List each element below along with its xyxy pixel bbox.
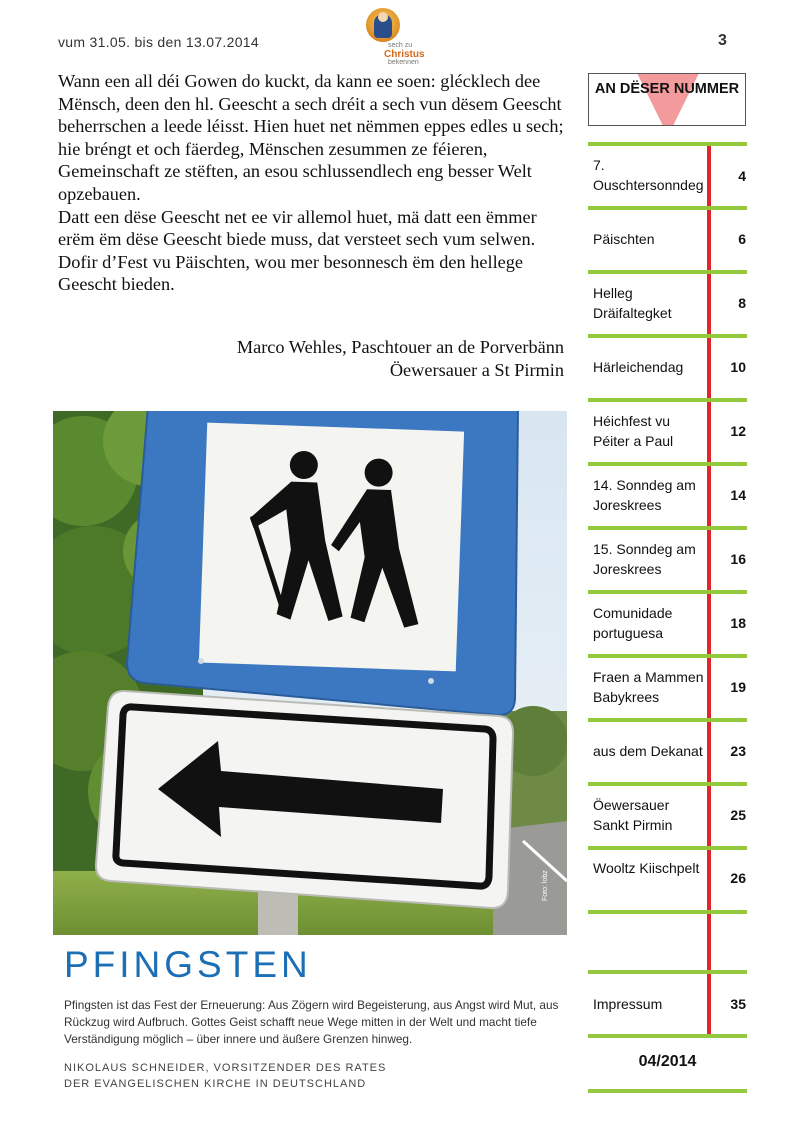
toc-item-label[interactable]: Härleichendag <box>593 359 684 375</box>
toc-item-page[interactable]: 14 <box>730 487 746 503</box>
logo-text-line1: sech zu <box>388 42 413 49</box>
toc-divider <box>588 206 747 210</box>
toc-item-label[interactable]: Wooltz Kiischpelt <box>593 860 700 876</box>
logo-text-line3: bekennen <box>388 59 419 66</box>
toc-divider <box>588 846 747 850</box>
signature-line: Öewersauer a St Pirmin <box>389 359 564 380</box>
toc-item-label[interactable]: 14. Sonndeg am Joreskrees <box>593 477 696 513</box>
toc-item-label[interactable]: Päischten <box>593 231 655 247</box>
hiking-sign-photo <box>53 411 567 935</box>
toc-item-page[interactable]: 8 <box>738 295 746 311</box>
toc-divider <box>588 526 747 530</box>
toc-divider <box>588 718 747 722</box>
toc-item-label[interactable]: Helleg Dräifaltegket <box>593 285 672 321</box>
toc-divider <box>588 590 747 594</box>
toc-divider <box>588 462 747 466</box>
photo-credit: Foto: lobz <box>542 870 549 901</box>
toc-item-label[interactable]: Impressum <box>593 996 663 1012</box>
header-date-range: vum 31.05. bis den 13.07.2014 <box>58 34 259 50</box>
toc-item-label[interactable]: 7. Ouschtersonndeg <box>593 157 704 193</box>
toc-item-label[interactable]: 15. Sonndeg am Joreskrees <box>593 541 696 577</box>
pfingsten-author-line: DER EVANGELISCHEN KIRCHE IN DEUTSCHLAND <box>64 1078 367 1090</box>
toc-header <box>588 73 746 126</box>
toc-item-page[interactable]: 19 <box>730 679 746 695</box>
toc-item-label[interactable]: Comunidade portuguesa <box>593 605 673 641</box>
toc-item-page[interactable]: 4 <box>738 168 746 184</box>
article-paragraph: Wann een all déi Gowen do kuckt, da kann ee soen: glécklech dee Mënsch, deen den hl. Geescht a sech dréit a sech vun dësem Geescht beherrschen a leede léisst. Hien huet net nëmmen eppes edles u sech; hie bréngt et och fäerdeg, Mënschen zesummen ze féieren, Gemeinschaft ze stëften, an esou schlussendlech eng besser Welt opzebauen. <box>58 71 564 204</box>
toc-item-label[interactable]: Fraen a Mammen Babykrees <box>593 669 704 705</box>
toc-divider <box>588 1034 747 1038</box>
pfingsten-author <box>64 1060 564 1092</box>
toc-item-page[interactable]: 35 <box>730 996 746 1012</box>
toc-item-page[interactable]: 26 <box>730 870 746 886</box>
toc-red-line <box>707 142 711 1035</box>
logo-text-line2: Christus <box>384 49 425 60</box>
page-number: 3 <box>718 32 727 49</box>
toc-item-page[interactable]: 10 <box>730 359 746 375</box>
parish-logo <box>360 8 424 64</box>
article-body <box>58 70 568 296</box>
issue-number: 04/2014 <box>638 1053 697 1070</box>
toc-divider <box>588 910 747 914</box>
toc-divider <box>588 970 747 974</box>
signature-line: Marco Wehles, Paschtouer an de Porverbänn <box>236 337 564 357</box>
toc-divider <box>588 782 747 786</box>
logo-head-icon <box>378 12 388 22</box>
toc-item-label[interactable]: Öewersauer Sankt Pirmin <box>593 797 673 833</box>
toc-item-page[interactable]: 23 <box>730 743 746 759</box>
toc-item-label[interactable]: aus dem Dekanat <box>593 743 703 759</box>
toc-divider <box>588 334 747 338</box>
toc-item-page[interactable]: 18 <box>730 615 746 631</box>
pfingsten-text: Pfingsten ist das Fest der Erneuerung: Aus Zögern wird Begeisterung, aus Angst wird Mut, aus Rückzug wird Aufbruch. Gottes Geist schafft neue Wege mitten in der Welt und macht tiefe Verständigung möglich – über innere und äußere Grenzen hinweg. <box>64 998 559 1046</box>
article-signature <box>58 336 564 381</box>
pfingsten-author-line: NIKOLAUS SCHNEIDER, VORSITZENDER DES RATES <box>64 1062 387 1074</box>
toc-title: AN DËSER NUMMER <box>594 81 740 97</box>
toc-item-page[interactable]: 16 <box>730 551 746 567</box>
toc-item-page[interactable]: 12 <box>730 423 746 439</box>
toc-item-page[interactable]: 6 <box>738 231 746 247</box>
toc-item-label[interactable]: Héichfest vu Péiter a Paul <box>593 413 674 449</box>
toc-divider <box>588 270 747 274</box>
article-paragraph: Datt een dëse Geescht net ee vir allemol huet, mä datt een ëmmer erëm ëm dëse Geescht biede muss, dat versteet sech vum selwen. Dofir d’Fest vu Päischten, wou mer besonnesch ëm den hellege Geescht bieden. <box>58 206 537 295</box>
toc-divider <box>588 398 747 402</box>
toc-divider <box>588 142 747 146</box>
pfingsten-title: PFINGSTEN <box>64 944 312 985</box>
toc-item-page[interactable]: 25 <box>730 807 746 823</box>
toc-divider <box>588 654 747 658</box>
toc-divider <box>588 1089 747 1093</box>
